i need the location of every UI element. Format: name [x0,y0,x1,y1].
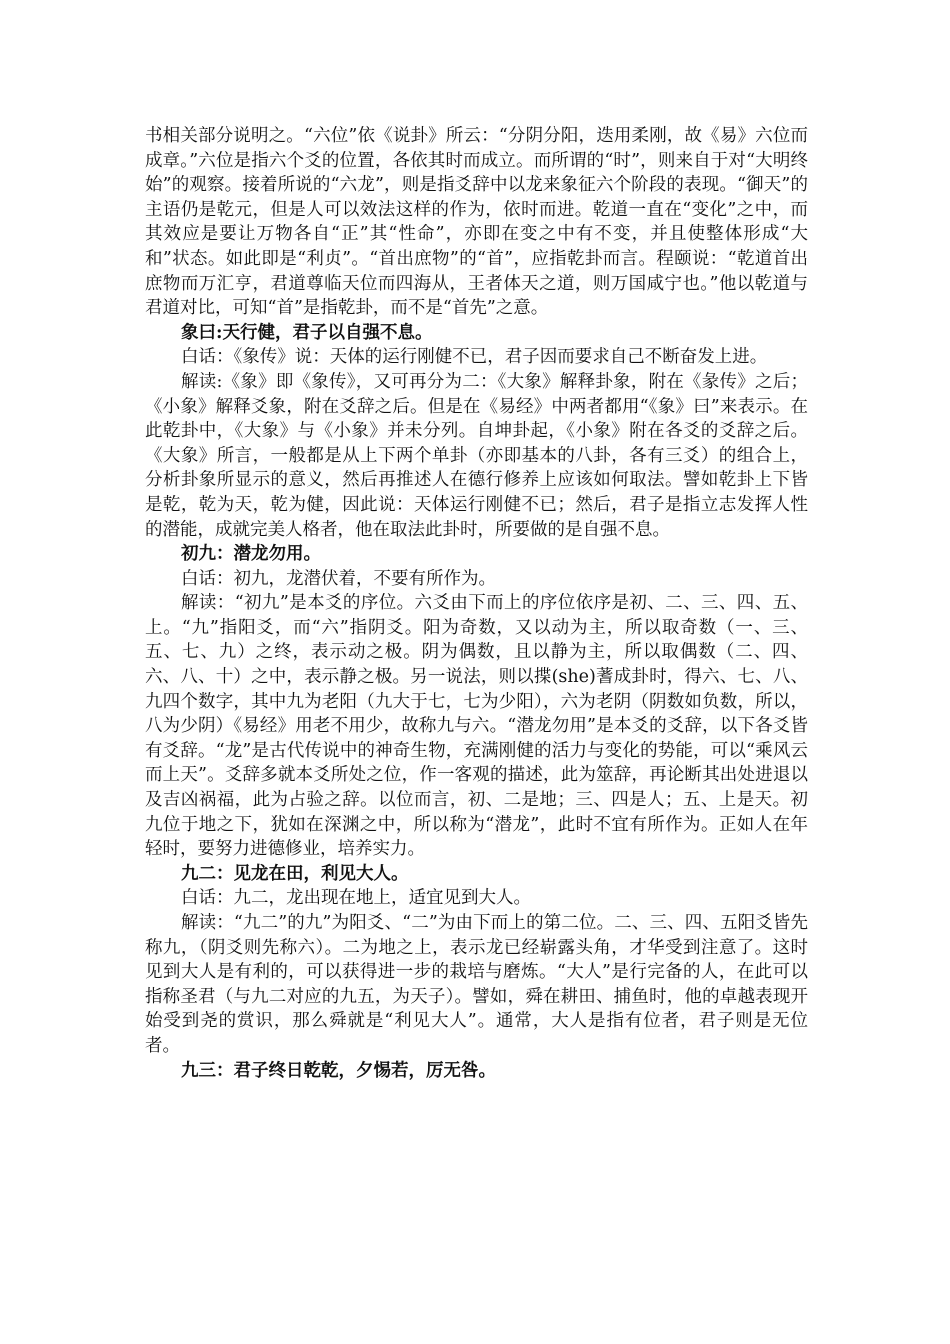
heading-xiang-yue: 象曰:天行健，君子以自强不息。 [181,322,433,343]
heading-jiu-er: 九二：见龙在田，利见大人。 [181,863,409,884]
heading-jiu-san: 九三：君子终日乾乾，夕惕若，厉无咎。 [181,1060,496,1081]
paragraph-jiedu-chu-jiu: 解读：“初九”是本爻的序位。六爻由下而上的序位依序是初、二、三、四、五、上。“九”指阳爻，而“六”指阴爻。阳为奇数，又以动为主，所以取奇数（一、三、五、七、九）之终，表示动之极。阴为偶数，且以静为主，所以取偶数（二、四、六、八、十）之中，表示静之极。另一说法，则以揲(she)蓍成卦时，得六、七、八、九四个数字，其中九为老阳（九大于七，七为少阳），六为老阴（阴数如负数，所以，八为少阴）《易经》用老不用少，故称九与六。“潜龙勿用”是本爻的爻辞，以下各爻皆有爻辞。“龙”是古代传说中的神奇生物，充满刚健的活力与变化的势能，可以“乘风云而上天”。爻辞多就本爻所处之位，作一客观的描述，此为筮辞，再论断其出处进退以及吉凶祸福，此为占验之辞。以位而言，初、二是地；三、四是人；五、上是天。初九位于地之下，犹如在深渊之中，所以称为“潜龙”，此时不宜有所作为。正如人在年轻时，要努力进德修业，培养实力。 [145,593,808,860]
paragraph-baihua-chu-jiu: 白话：初九，龙潜伏着，不要有所作为。 [181,568,496,589]
document-body [145,124,808,1083]
paragraph-baihua-xiang: 白话：《象传》说：天体的运行刚健不已，君子因而要求自己不断奋发上进。 [181,347,768,368]
paragraph-baihua-jiu-er: 白话：九二，龙出现在地上，适宜见到大人。 [181,888,531,909]
heading-chu-jiu: 初九：潜龙勿用。 [181,544,321,565]
paragraph-intro-continuation: 书相关部分说明之。“六位”依《说卦》所云：“分阴分阳，迭用柔刚，故《易》六位而成章。”六位是指六个爻的位置，各依其时而成立。而所谓的“时”，则来自于对“大明终始”的观察。接着所说的“六龙”，则是指爻辞中以龙来象征六个阶段的表现。“御天”的主语仍是乾元，但是人可以效法这样的作为，依时而进。乾道一直在“变化”之中，而其效应是要让万物各自“正”其“性命”，亦即在变之中有不变，并且使整体形成“大和”状态。如此即是“利贞”。“首出庶物”的“首”，应指乾卦而言。程颐说：“乾道首出庶物而万汇亨，君道尊临天位而四海从，王者体天之道，则万国咸宁也。”他以乾道与君道对比，可知“首”是指乾卦，而不是“首先”之意。 [145,126,808,319]
paragraph-jiedu-jiu-er: 解读：“九二”的九”为阳爻、“二”为由下而上的第二位。二、三、四、五阳爻皆先称九，（阴爻则先称六）。二为地之上，表示龙已经崭露头角，才华受到注意了。这时见到大人是有利的，可以获得进一步的栽培与磨炼。“大人”是行完备的人，在此可以指称圣君（与九二对应的九五，为天子）。譬如，舜在耕田、捕鱼时，他的卓越表现开始受到尧的赏识，那么舜就是“利见大人”。通常，大人是指有位者，君子则是无位者。 [145,913,808,1056]
paragraph-jiedu-xiang: 解读:《象》即《象传》，又可再分为二：《大象》解释卦象，附在《彖传》之后；《小象》解释爻象，附在爻辞之后。但是在《易经》中两者都用“《象》曰”来表示。在此乾卦中，《大象》与《小象》并未分列。自坤卦起，《小象》附在各爻的爻辞之后。《大象》所言，一般都是从上下两个单卦（亦即基本的八卦，各有三爻）的组合上，分析卦象所显示的意义，然后再推述人在德行修养上应该如何取法。譬如乾卦上下皆是乾，乾为天，乾为健，因此说：天体运行刚健不已；然后，君子是指立志发挥人性的潜能，成就完美人格者，他在取法此卦时，所要做的是自强不息。 [145,371,808,540]
